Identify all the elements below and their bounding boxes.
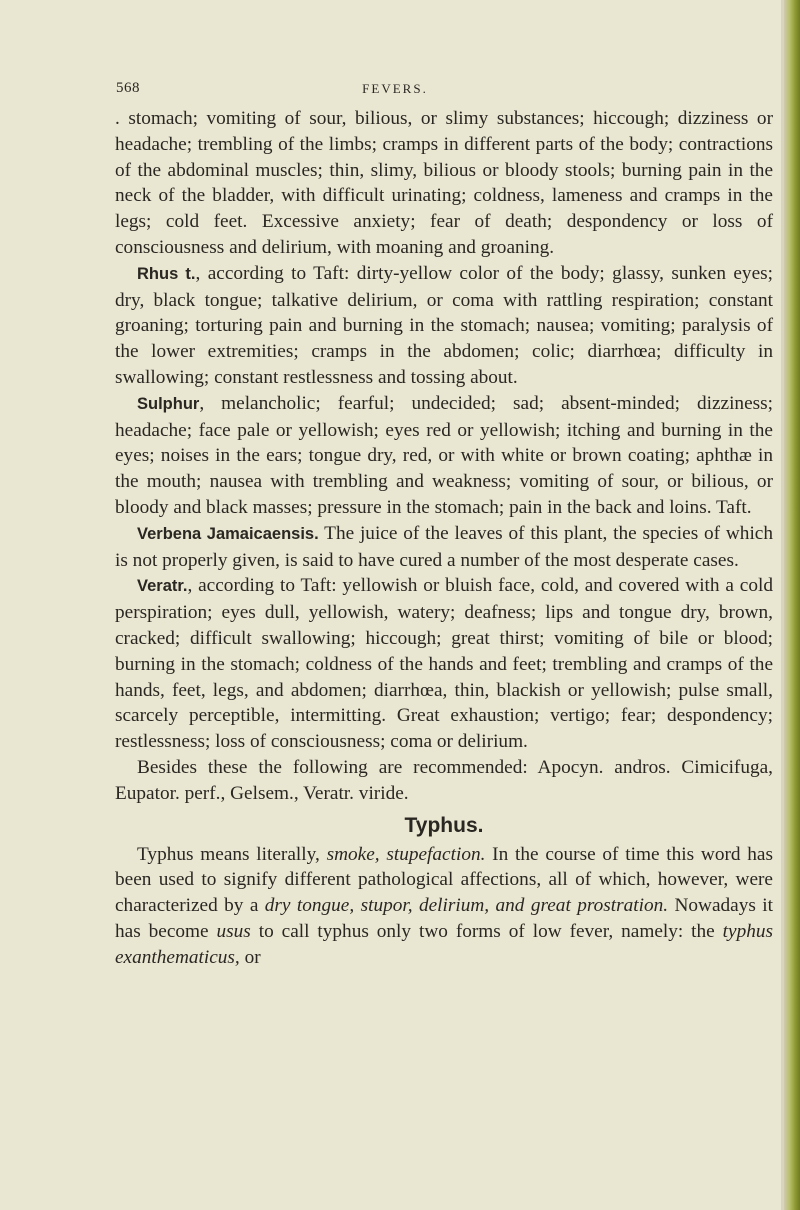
page-header bbox=[0, 80, 790, 104]
paragraph-typhus-intro bbox=[115, 842, 773, 971]
remedy-name: Rhus t. bbox=[137, 264, 196, 283]
remedy-name: Sulphur bbox=[137, 394, 200, 413]
italic-term: smoke, stupefaction. bbox=[326, 843, 486, 865]
italic-term: usus bbox=[216, 920, 251, 942]
italic-term: typhus exanthematicus, bbox=[115, 920, 774, 968]
book-spine bbox=[784, 0, 800, 1210]
text-run: In the course of time this word has been used to signify different pathological affections, all of which, however, were characterized by a bbox=[115, 843, 773, 917]
italic-term: dry tongue, stupor, delirium, and great prostration. bbox=[264, 895, 669, 917]
page-number: 568 bbox=[116, 80, 140, 96]
paragraph-verbena bbox=[115, 521, 773, 574]
body-text bbox=[115, 106, 773, 971]
running-title: FEVERS. bbox=[362, 81, 428, 96]
text-run: or bbox=[239, 946, 261, 968]
paragraph-text: , according to Taft: yellowish or bluish face, cold, and covered with a cold perspiration; eyes dull, yellowish, watery; deafness; lips and tongue dry, brown, cracked; difficult swallowing; hiccough; great thirst; vomiting of bile or blood; burning in the stomach; coldness of the hands and feet; trembling and cramps of the hands, feet, legs, and abdomen; diarrhœa, thin, blackish or yellowish; pulse small, scarcely perceptible, intermitting. Great exhaustion; vertigo; fear; despondency; restlessness; loss of consciousness; coma or delirium. bbox=[115, 575, 773, 753]
paragraph-text: Besides these the following are recommended: Apocyn. andros. Cimicifuga, Eupator. perf., Gelsem., Veratr. viride. bbox=[115, 756, 773, 804]
section-title-typhus: Typhus. bbox=[404, 813, 484, 837]
text-run: Typhus means literally, bbox=[137, 843, 327, 865]
paragraph-text: The juice of the leaves of this plant, the species of which is not properly given, is said to have cured a number of the most desperate cases. bbox=[115, 522, 774, 571]
paragraph-other-remedies bbox=[115, 755, 773, 807]
paragraph-rhus bbox=[115, 261, 773, 391]
paragraph-text: , according to Taft: dirty-yellow color of the body; glassy, sunken eyes; dry, black tongue; talkative delirium, or coma with rattling respiration; constant groaning; torturing pain and burning in the stomach; nausea; vomiting; paralysis of the lower extremities; cramps in the abdomen; colic; diarrhœa; difficulty in swallowing; constant restlessness and tossing about. bbox=[115, 262, 773, 388]
paragraph-sulphur bbox=[115, 391, 773, 521]
remedy-name: Veratr. bbox=[137, 577, 188, 596]
remedy-name: Verbena Jamaicaensis. bbox=[137, 524, 319, 543]
paragraph-symptoms-continued bbox=[115, 106, 773, 261]
paragraph-text: . stomach; vomiting of sour, bilious, or slimy substances; hiccough; dizziness or headache; trembling of the limbs; cramps in different parts of the body; contractions of the abdominal muscles; thin, slimy, bilious or bloody stools; burning pain in the neck of the bladder, with difficult urinating; coldness, lameness and cramps in the legs; cold feet. Excessive anxiety; fear of death; despondency or loss of consciousness and delirium, with moaning and groaning. bbox=[115, 108, 773, 258]
paragraph-veratrum bbox=[115, 573, 773, 755]
text-run: to call typhus only two forms of low fever, namely: the bbox=[250, 920, 723, 942]
paragraph-text: , melancholic; fearful; undecided; sad; absent-minded; dizziness; headache; face pale or yellowish; eyes red or yellowish; itching and burning in the eyes; noises in the ears; tongue dry, red, or with white or brown coating; aphthæ in the mouth; nausea with trembling and weakness; vomiting of sour, or bilious, or bloody and black masses; pressure in the stomach; pain in the back and loins. Taft. bbox=[115, 392, 773, 518]
text-run: Nowadays it has become bbox=[115, 895, 773, 942]
